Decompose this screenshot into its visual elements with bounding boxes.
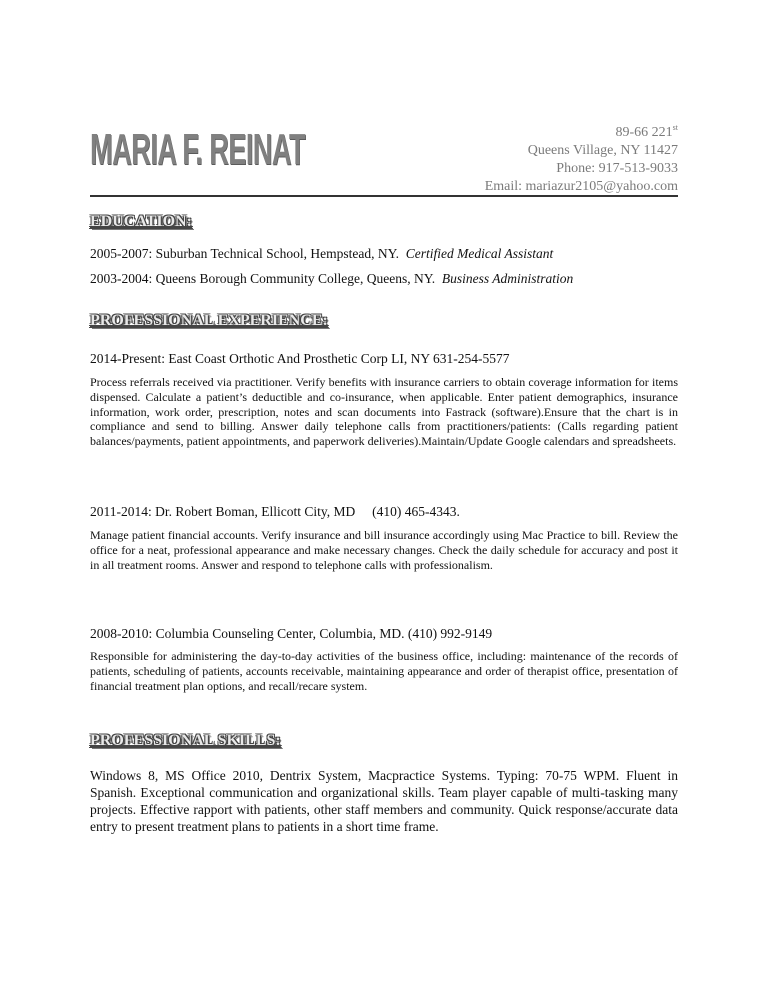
phone-number: Phone: 917-513-9033 [556,161,678,176]
job-title: 2011-2014: Dr. Robert Boman, Ellicott City, MD (410) 465-4343. [90,504,460,519]
education-heading: EDUCATION: [90,213,192,230]
education-item [90,245,553,262]
contact-block [485,124,678,196]
education-item-credential: Business Administration [441,271,574,286]
job-description: Process referrals received via practitioner. Verify benefits with insurance carriers to obtain coverage information for items dispensed. Calculate a patient’s deductible and co-insurance, when applicable. Enter patient demographics, insurance information, work order, prescription, notes and scan documents into Fastrack (software).Ensure that the chart is in compliance and send to billing. Answer daily telephone calls from practitioners/patients: (Calls regarding patient balances/payments, patient appointments, and paperwork deliveries).Maintain/Update Google calendars and spreadsheets. [90,375,678,449]
applicant-name: MARIA F. REINAT [90,125,305,174]
address-suffix: st [672,123,678,132]
header-divider [90,195,678,197]
job-description: Manage patient financial accounts. Verify insurance and bill insurance accordingly using Mac Practice to bill. Review the office for a neat, professional appearance and make necessary changes. Check the daily schedule for accuracy and post it in all treatment rooms. Answer and respond to telephone calls with professionalism. [90,528,678,572]
job-title: 2008-2010: Columbia Counseling Center, Columbia, MD. (410) 992-9149 [90,626,493,641]
job-title: 2014-Present: East Coast Orthotic And Prosthetic Corp LI, NY 631-254-5577 [90,351,510,366]
address-street: 89-66 221 [615,125,673,140]
education-item-text: 2003-2004: Queens Borough Community College, Queens, NY. [90,271,436,286]
experience-heading: PROFESSIONAL EXPERIENCE: [90,312,328,329]
skills-text: Windows 8, MS Office 2010, Dentrix System, Macpractice Systems. Typing: 70-75 WPM. Fluent in Spanish. Exceptional communication and organizational skills. Team player capable of multi-tasking many projects. Effective rapport with patients, other staff members and community. Quick response/accurate data entry to present treatment plans to patients in a short time frame. [90,768,678,834]
education-item-credential: Certified Medical Assistant [405,246,554,261]
address-line-2: Queens Village, NY 11427 [527,143,678,158]
education-item [90,270,573,287]
address-line-1 [485,124,678,142]
email-address: Email: mariazur2105@yahoo.com [484,179,678,194]
job-description: Responsible for administering the day-to-day activities of the business office, including: maintenance of the records of patients, scheduling of patients, accounts receivable, maintaining appearance and order of therapist office, presentation of financial treatment plan options, and recall/recare system. [90,649,678,693]
skills-heading: PROFESSIONAL SKILLS: [90,732,281,749]
education-item-text: 2005-2007: Suburban Technical School, Hempstead, NY. [90,246,400,261]
